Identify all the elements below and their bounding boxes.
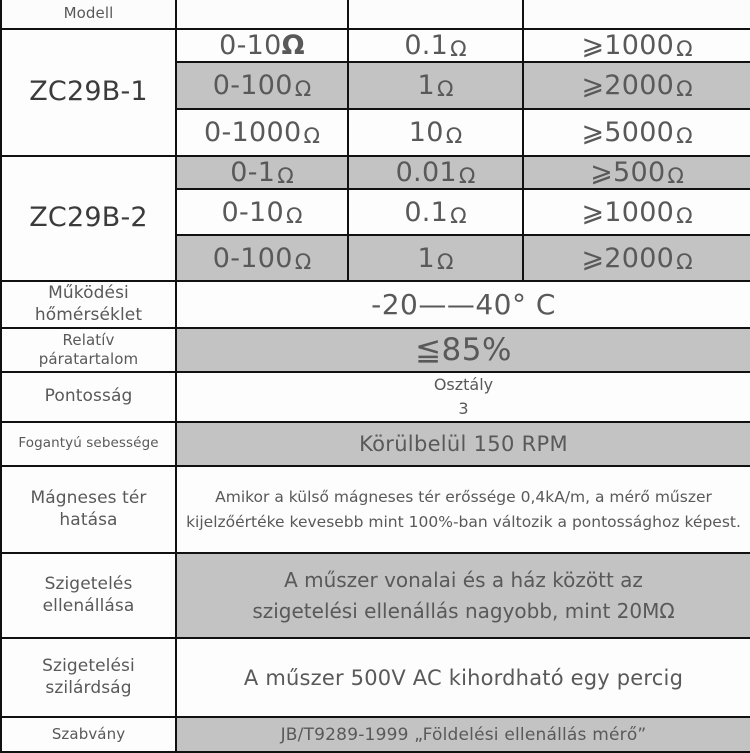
range-value: 0-10 [219, 30, 282, 61]
spec-row-standard [1, 717, 750, 752]
spec-label [1, 466, 176, 553]
spec-label-line1: Szigetelés [44, 573, 133, 594]
aux-cell [523, 62, 750, 109]
ohm-icon: Ω [450, 203, 467, 229]
spec-label-line2: hatása [59, 509, 118, 530]
resolution-cell [348, 29, 523, 62]
spec-row-operating-temperature [1, 281, 750, 328]
resolution-cell [348, 189, 523, 235]
ohm-icon: Ω [436, 249, 454, 275]
spec-label [1, 553, 176, 638]
spec-label-line2: ellenállása [42, 595, 135, 616]
range-cell [176, 189, 348, 235]
ohm-icon: Ω [676, 124, 693, 149]
ohm-icon: Ω [676, 203, 693, 229]
spec-row-relative-humidity [1, 328, 750, 372]
ohm-icon: Ω [303, 124, 320, 149]
spec-value-standard: JB/T9289-1999 „Földelési ellenállás mérő” [176, 717, 750, 752]
model-name-zc29b-2: ZC29B-2 [1, 156, 176, 281]
spec-label-line1: Szigetelési [42, 655, 135, 676]
spec-label [1, 328, 176, 372]
aux-value: ⩾1000 [581, 30, 675, 61]
spec-label-line2: szilárdság [45, 677, 132, 698]
ohm-icon: Ω [450, 37, 467, 62]
spec-label-line2: hőmérséklet [34, 304, 143, 325]
spec-value-magnetic-field: Amikor a külső mágneses tér erőssége 0,4kA/m, a mérő műszer kijelzőértéke kevesebb mint 100%-ban változik a pontossághoz képest. [176, 466, 750, 553]
range-value: 0-1000 [204, 117, 302, 148]
accuracy-class-value: 3 [458, 399, 469, 418]
spec-label-line1: Relatív [62, 330, 115, 349]
spec-row-accuracy [1, 372, 750, 422]
ohm-icon: Ω [445, 124, 463, 149]
ohm-icon: Ω [294, 77, 312, 102]
aux-cell [523, 189, 750, 235]
insulation-line2: szigetelési ellenállás nagyobb, mint 20MΩ [252, 598, 675, 623]
spec-value-dielectric-strength: A műszer 500V AC kihordható egy percig [176, 638, 750, 717]
aux-value: ⩾500 [590, 157, 666, 188]
ohm-icon: Ω [676, 249, 693, 275]
aux-cell [523, 109, 750, 156]
range-value: 0-100 [212, 242, 293, 274]
spec-row-handle-speed [1, 422, 750, 466]
aux-value: ⩾2000 [581, 242, 675, 274]
header-label-modell: Modell [1, 0, 176, 29]
spec-label-line1: Mágneses tér [30, 487, 147, 508]
ohm-icon: Ω [294, 249, 312, 275]
resolution-value: 1 [417, 70, 435, 101]
spec-label-line2: páratartalom [38, 350, 139, 368]
table-row [1, 156, 750, 189]
range-cell [176, 109, 348, 156]
spec-value-handle-speed: Körülbelül 150 RPM [176, 422, 750, 466]
spec-value-relative-humidity: ≦85% [176, 328, 750, 372]
aux-cell [523, 29, 750, 62]
range-cell [176, 29, 348, 62]
resolution-value: 0.1 [404, 30, 449, 61]
range-cell [176, 62, 348, 109]
resolution-cell [348, 62, 523, 109]
spec-value-accuracy [176, 372, 750, 422]
range-value: 0-100 [212, 70, 293, 101]
ohm-icon: Ω [277, 164, 294, 189]
ohm-icon: Ω [436, 77, 454, 102]
spec-label [1, 281, 176, 328]
spec-label: Fogantyú sebessége [1, 422, 176, 466]
range-value: 0-10 [221, 196, 284, 228]
spec-label [1, 372, 176, 422]
ohm-icon: Ω [281, 30, 305, 61]
ohm-icon: Ω [667, 164, 684, 189]
spec-value-insulation-resistance [176, 553, 750, 638]
aux-cell [523, 156, 750, 189]
resolution-value: 0.01 [395, 157, 457, 188]
range-cell [176, 156, 348, 189]
aux-cell [523, 235, 750, 281]
aux-value: ⩾5000 [581, 117, 675, 148]
aux-value: ⩾1000 [581, 196, 675, 228]
resolution-value: 1 [417, 242, 435, 274]
model-name-zc29b-1: ZC29B-1 [1, 29, 176, 156]
accuracy-class-label: Osztály [433, 375, 494, 394]
range-cell [176, 235, 348, 281]
table-header-row [1, 0, 750, 29]
spec-label-line1: Működési [48, 282, 129, 303]
header-col2 [176, 0, 348, 29]
spec-value-operating-temperature: -20——40° C [176, 281, 750, 328]
resolution-cell [348, 156, 523, 189]
ohm-icon: Ω [676, 37, 693, 62]
resolution-cell [348, 235, 523, 281]
range-value: 0-1 [230, 157, 276, 188]
resolution-value: 0.1 [404, 196, 449, 228]
spec-row-dielectric-strength [1, 638, 750, 717]
ohm-icon: Ω [676, 77, 693, 102]
spec-label-line1: Pontosság [44, 386, 133, 407]
spec-label: Szabvány [1, 717, 176, 752]
spec-row-magnetic-field [1, 466, 750, 553]
aux-value: ⩾2000 [581, 70, 675, 101]
insulation-line1: A műszer vonalai és a ház között az [284, 567, 643, 592]
ohm-icon: Ω [285, 203, 303, 229]
ohm-icon: Ω [458, 164, 476, 189]
resolution-value: 10 [408, 117, 444, 148]
table-row [1, 29, 750, 62]
spec-row-insulation-resistance [1, 553, 750, 638]
header-col3 [348, 0, 523, 29]
resolution-cell [348, 109, 523, 156]
header-col4 [523, 0, 750, 29]
spec-label [1, 638, 176, 717]
